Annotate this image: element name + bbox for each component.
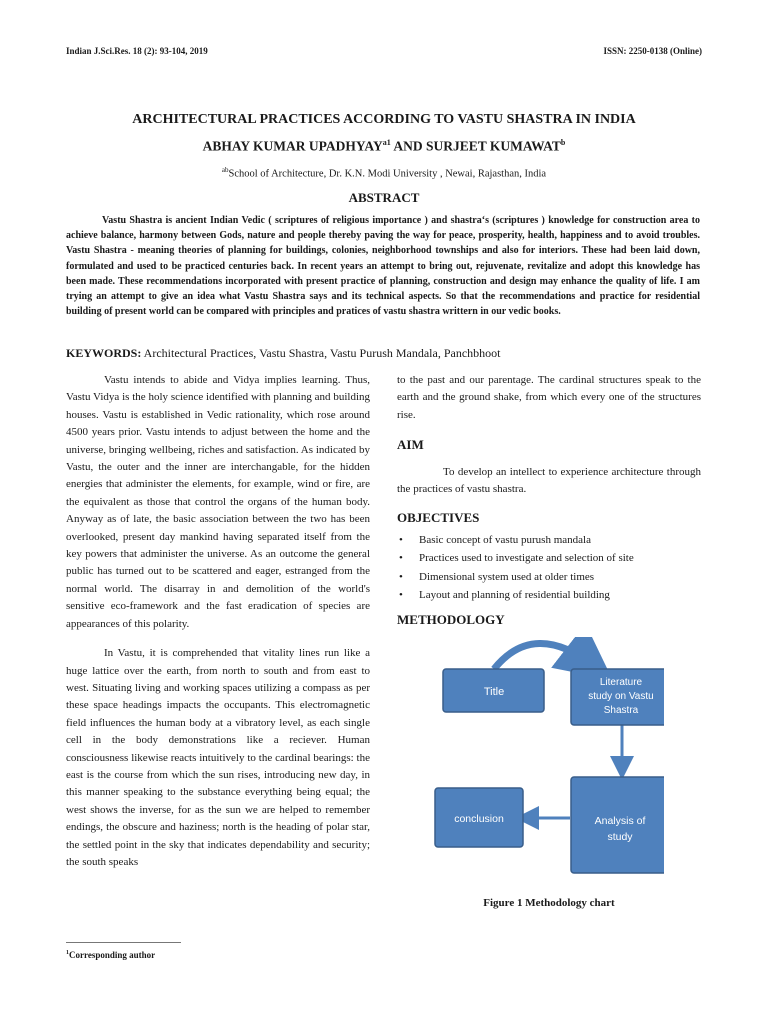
figure-caption: Figure 1 Methodology chart xyxy=(483,897,615,909)
issn: ISSN: 2250-0138 (Online) xyxy=(603,46,702,56)
keywords-text: Architectural Practices, Vastu Shastra, Vastu Purush Mandala, Panchbhoot xyxy=(141,346,501,360)
author-line xyxy=(0,138,768,155)
title-box-label: Title xyxy=(483,686,505,698)
paper-title: ARCHITECTURAL PRACTICES ACCORDING TO VASTU SHASTRA IN INDIA xyxy=(132,112,636,127)
methodology-heading: METHODOLOGY xyxy=(397,611,505,627)
journal-citation: Indian J.Sci.Res. 18 (2): 93-104, 2019 xyxy=(66,46,208,56)
footnote xyxy=(66,950,155,960)
curved-arrow xyxy=(494,643,596,669)
body-paragraph-2-continued: to the past and our parentage. The cardinal structures speak to the earth and the ground shake, from which every one of the structures rise. xyxy=(397,374,701,421)
literature-box-label-1: Literature xyxy=(599,677,643,688)
footnote-mark: 1 xyxy=(66,950,69,956)
analysis-box-label-1: Analysis of xyxy=(594,815,646,827)
footnote-divider xyxy=(66,942,181,943)
objectives-list xyxy=(397,531,701,605)
author-2-affil-mark: b xyxy=(560,138,566,147)
aim-text: To develop an intellect to experience architecture through the practices of vastu shastra. xyxy=(397,465,701,496)
left-column xyxy=(66,372,370,871)
affiliation-mark: ab xyxy=(221,166,229,174)
right-column xyxy=(397,372,701,628)
methodology-chart xyxy=(424,637,664,882)
body-paragraph-2: In Vastu, it is comprehended that vitality lines run like a huge lattice over the earth, from north to south and from east to west. Situating living and working spaces utilizing a compass as per these space headings impacts the occupants. This electromagnetic field influences the human body at a vibratory level, as each single cell in the body demonstrations like a reciever. Human consciousness likewise reacts intuitively to the cardinal bearings: the east is the course from which the sun rises, introducing new day, in this manner speaking to the substance everything being equal; the west shows the inverse, for as the sun we are helped to remember endings, the obscure and haziness; north is the heading of polar star, the settled point in the sky that indicates dependability and security; the south speaks xyxy=(66,647,370,868)
objective-item: • Basic concept of vastu purush mandala xyxy=(397,531,701,550)
aim-heading: AIM xyxy=(397,437,424,453)
affiliation-text: School of Architecture, Dr. K.N. Modi University , Newai, Rajasthan, India xyxy=(228,168,547,180)
objectives-heading: OBJECTIVES xyxy=(397,510,480,526)
abstract-heading: ABSTRACT xyxy=(348,190,420,205)
objective-item: • Practices used to investigate and selection of site xyxy=(397,549,701,568)
keywords xyxy=(66,346,706,361)
affiliation xyxy=(0,166,768,180)
footnote-text: Corresponding author xyxy=(69,950,156,960)
author-1: ABHAY KUMAR UPADHYAY xyxy=(202,138,383,154)
literature-box-label-2: study on Vastu xyxy=(588,691,654,702)
conclusion-box-label: conclusion xyxy=(454,813,504,825)
body-paragraph-1: Vastu intends to abide and Vidya implies learning. Thus, Vastu Vidya is the holy science identified with planning and building houses. Vastu is established in Vedic rationality, which rose around 4500 years prior. Vastu intends to adjust between the home and the universe, bringing wellbeing, riches and satisfaction. As indicated by Vastu, the outer and the inner are interchangable, for the hidden energies that administer the elements, for example, wind or fire, are the equivalent as those that control the organs of the human body. Anyway as of late, the basic association between the two has been overlooked, present day mankind having separated itself from the key powers that administer the universe. As an outcome the general public has turned out to be scattered and eager, estranged from the normal world. The disarray in and demolition of the world's sensitive eco-framework and the fast eradication of species are appearances of this polarity. xyxy=(66,374,370,630)
objective-item: • Layout and planning of residential building xyxy=(397,586,701,605)
author-joiner: AND xyxy=(390,138,426,154)
author-2: SURJEET KUMAWAT xyxy=(425,138,561,154)
objective-item: • Dimensional system used at older times xyxy=(397,568,701,587)
abstract-text: Vastu Shastra is ancient Indian Vedic ( scriptures of religious importance ) and shastra‘s (scriptures ) knowledge for construction area to achieve balance, harmony between Gods, nature and people thereby paving the way for peace, prosperity, health, happiness and to avoid troubles. Vastu Shastra - meaning theories of planning for buildings, colonies, neighborhood townships and also for interiors. These had been laid down, formulated and used to be practiced centuries back. In recent years an attempt to bring out, rejuvenate, revitalize and adopt this knowledge has been made. These recommendations incorporated with present practice of planning, construction and design may enhance the quality of life. I am trying an attempt to give an idea what Vastu Shastra says and its technical aspects. So that the recommendations and practice for residential building of present world can be compared with principles and pratices of vastu shastra writtern in our vedic books. xyxy=(66,215,700,318)
keywords-label: KEYWORDS: xyxy=(66,346,142,360)
author-1-affil-mark: a1 xyxy=(382,138,391,147)
analysis-box-label-2: study xyxy=(607,831,633,843)
literature-box-label-3: Shastra xyxy=(603,705,639,716)
